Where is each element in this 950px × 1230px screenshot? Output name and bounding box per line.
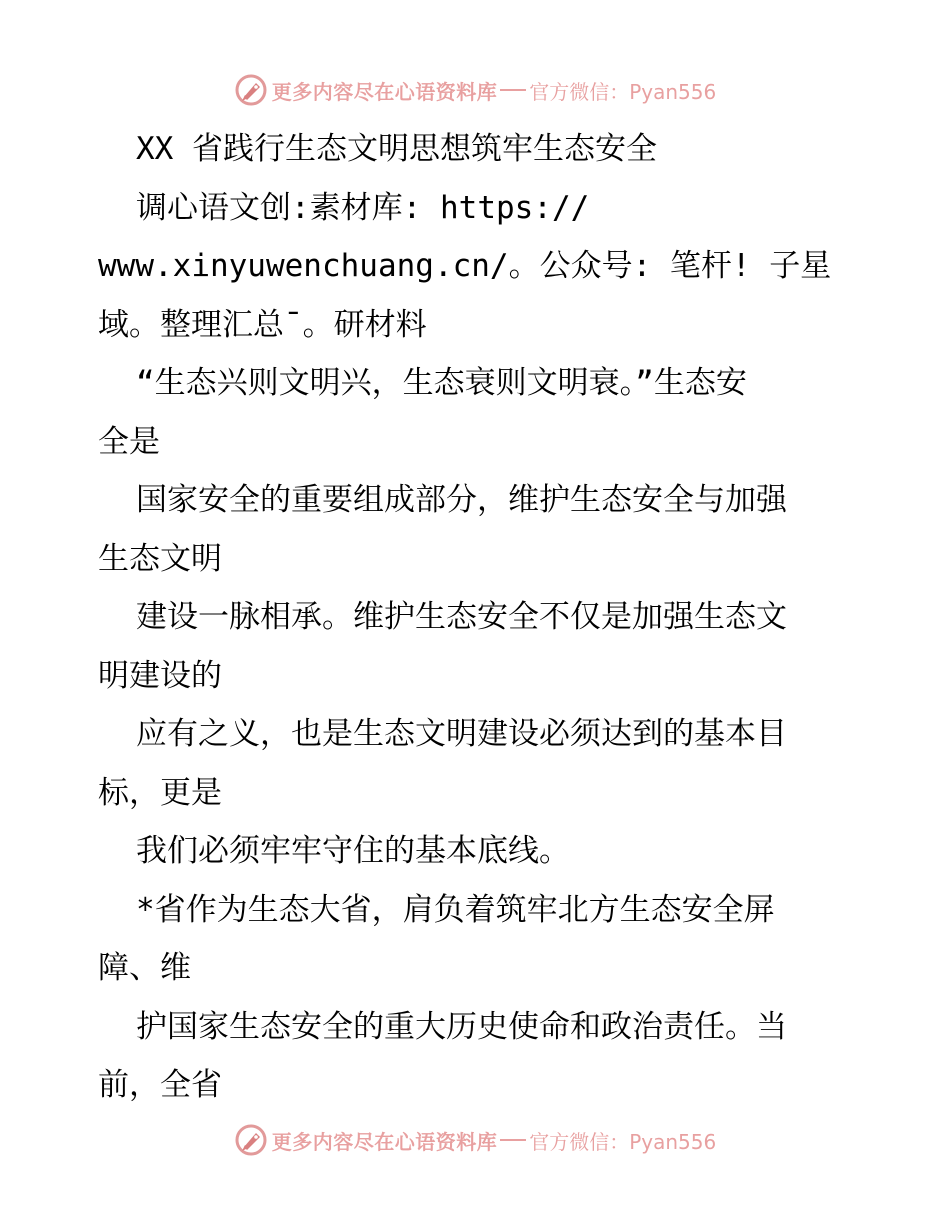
text-line: 调心语文创:素材库: https:// — [136, 189, 590, 226]
pen-nib-logo-icon — [234, 73, 268, 107]
footer-banner — [0, 1120, 950, 1160]
text-line: 生态文明 — [98, 540, 222, 577]
text-line: 标，更是 — [98, 774, 222, 811]
text-line: 我们必须牢牢守住的基本底线。 — [136, 833, 570, 869]
text-line: 国家安全的重要组成部分，维护生态安全与加强 — [136, 482, 787, 518]
pen-nib-logo-icon — [234, 1123, 268, 1157]
text-line: *省作为生态大省，肩负着筑牢北方生态安全屏 — [136, 891, 775, 928]
text-line: 应有之义，也是生态文明建设必须达到的基本目 — [136, 716, 787, 752]
banner-separator — [500, 89, 526, 91]
text-line: 全是 — [98, 423, 160, 460]
banner-wechat: 官方微信：Pyan556 — [529, 79, 717, 104]
text-line: www.xinyuwenchuang.cn/。公众号: 笔杆! 子星 — [98, 248, 832, 284]
header-banner — [0, 70, 950, 110]
body-text — [98, 120, 858, 1115]
text-line: XX 省践行生态文明思想筑牢生态安全 — [136, 131, 657, 167]
text-line: 障、维 — [98, 950, 191, 986]
banner-text: 更多内容尽在心语资料库 — [271, 1129, 498, 1154]
text-line: 域。整理汇总¯。研材料 — [98, 306, 427, 343]
banner-text: 更多内容尽在心语资料库 — [271, 79, 498, 104]
text-line: 明建设的 — [98, 657, 222, 694]
text-line: 建设一脉相承。维护生态安全不仅是加强生态文 — [136, 599, 787, 635]
text-line: 前，全省 — [98, 1067, 222, 1103]
banner-wechat: 官方微信：Pyan556 — [529, 1129, 717, 1154]
text-line: 护国家生态安全的重大历史使命和政治责任。当 — [136, 1008, 787, 1045]
text-line: “生态兴则文明兴，生态衰则文明衰。”生态安 — [136, 365, 747, 401]
banner-separator — [500, 1139, 526, 1141]
